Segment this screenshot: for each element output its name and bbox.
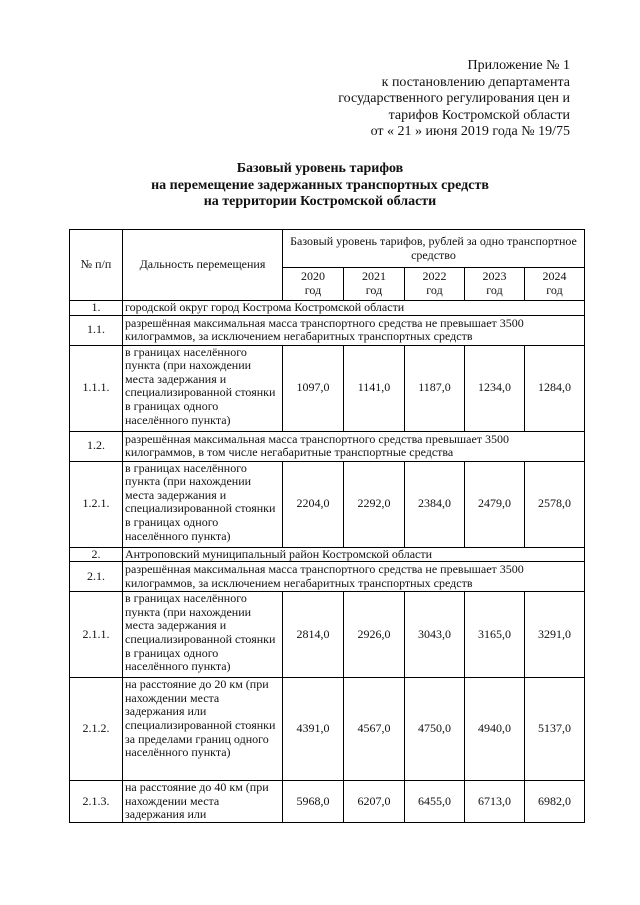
annex-line-3: государственного регулирования цен и — [338, 91, 570, 106]
row-number: 2. — [70, 547, 123, 562]
distance-description: на расстояние до 40 км (при нахождении места задержания или — [123, 781, 283, 823]
year-unit: год — [486, 283, 503, 297]
header-year-2024 — [525, 268, 585, 301]
tariff-value-2022: 3043,0 — [405, 592, 465, 678]
document-title — [0, 161, 640, 211]
header-year-2023 — [465, 268, 525, 301]
section-title: городской округ город Кострома Костромской области — [123, 301, 585, 316]
row-number: 1.1.1. — [70, 345, 123, 431]
tariff-value-2023: 4940,0 — [465, 678, 525, 781]
tariff-value-2023: 3165,0 — [465, 592, 525, 678]
tariff-value-2021: 4567,0 — [344, 678, 405, 781]
tariff-table — [69, 229, 585, 823]
row-number: 2.1.2. — [70, 678, 123, 781]
title-line-2: на перемещение задержанных транспортных средств — [151, 177, 489, 193]
tariff-value-2024: 5137,0 — [525, 678, 585, 781]
tariff-value-2023: 1234,0 — [465, 345, 525, 431]
year-number: 2023 — [482, 269, 507, 284]
tariff-value-2023: 2479,0 — [465, 461, 525, 547]
tariff-value-2022: 1187,0 — [405, 345, 465, 431]
row-number: 1.1. — [70, 315, 123, 345]
distance-description: в границах населённого пункта (при нахождении места задержания и специализированной стоянки в границах одного населённого пункта) — [123, 345, 283, 431]
section-title: разрешённая максимальная масса транспортного средства превышает 3500 килограммов, в том числе негабаритные транспортные средства — [123, 431, 585, 461]
row-number: 1.2. — [70, 431, 123, 461]
table-row — [70, 592, 585, 678]
tariff-value-2024: 2578,0 — [525, 461, 585, 547]
year-number: 2021 — [362, 269, 386, 284]
section-title: разрешённая максимальная масса транспортного средства не превышает 3500 килограммов, за исключением негабаритных транспортных средств — [123, 562, 585, 592]
section-row — [70, 301, 585, 316]
row-number: 2.1.3. — [70, 781, 123, 823]
tariff-value-2024: 3291,0 — [525, 592, 585, 678]
title-line-1: Базовый уровень тарифов — [236, 161, 404, 176]
year-unit: год — [426, 283, 443, 297]
tariff-value-2024: 1284,0 — [525, 345, 585, 431]
tariff-value-2022: 4750,0 — [405, 678, 465, 781]
tariff-value-2023: 6713,0 — [465, 781, 525, 823]
row-number: 2.1. — [70, 562, 123, 592]
section-row — [70, 547, 585, 562]
header-year-2020 — [283, 268, 344, 301]
title-line-3: на территории Костромской области — [203, 194, 437, 209]
section-title: Антроповский муниципальный район Костромской области — [123, 547, 585, 562]
row-number: 2.1.1. — [70, 592, 123, 678]
year-unit: год — [304, 283, 322, 297]
year-unit: год — [546, 283, 563, 297]
tariff-value-2022: 6455,0 — [405, 781, 465, 823]
row-number: 1. — [70, 301, 123, 316]
header-year-2021 — [344, 268, 405, 301]
distance-description: на расстояние до 20 км (при нахождении места задержания или специализированной стоянки за пределами границ одного населённого пункта) — [123, 678, 283, 781]
header-tariff: Базовый уровень тарифов, рублей за одно транспортное средство — [283, 230, 585, 268]
table-row — [70, 781, 585, 823]
distance-description: в границах населённого пункта (при нахождении места задержания и специализированной стоянки в границах одного населённого пункта) — [123, 461, 283, 547]
annex-block — [338, 58, 570, 141]
tariff-value-2021: 2292,0 — [344, 461, 405, 547]
tariff-value-2021: 1141,0 — [344, 345, 405, 431]
annex-line-5: от « 21 » июня 2019 года № 19/75 — [370, 124, 570, 139]
tariff-value-2022: 2384,0 — [405, 461, 465, 547]
year-number: 2020 — [301, 269, 325, 284]
section-row — [70, 431, 585, 461]
tariff-value-2021: 6207,0 — [344, 781, 405, 823]
section-row — [70, 315, 585, 345]
tariff-value-2020: 5968,0 — [283, 781, 344, 823]
year-number: 2024 — [542, 269, 567, 284]
header-distance: Дальность перемещения — [123, 230, 283, 301]
section-title: разрешённая максимальная масса транспортного средства не превышает 3500 килограммов, за исключением негабаритных транспортных средств — [123, 315, 585, 345]
tariff-value-2024: 6982,0 — [525, 781, 585, 823]
header-num: № п/п — [70, 230, 123, 301]
distance-description: в границах населённого пункта (при нахождении места задержания и специализированной стоянки в границах одного населённого пункта) — [123, 592, 283, 678]
header-year-2022 — [405, 268, 465, 301]
table-row — [70, 678, 585, 781]
year-unit: год — [365, 283, 383, 297]
section-row — [70, 562, 585, 592]
table-row — [70, 345, 585, 431]
tariff-value-2021: 2926,0 — [344, 592, 405, 678]
annex-line-1: Приложение № 1 — [467, 58, 570, 73]
tariff-value-2020: 2204,0 — [283, 461, 344, 547]
tariff-value-2020: 2814,0 — [283, 592, 344, 678]
tariff-value-2020: 4391,0 — [283, 678, 344, 781]
table-row — [70, 461, 585, 547]
row-number: 1.2.1. — [70, 461, 123, 547]
year-number: 2022 — [422, 269, 447, 284]
tariff-value-2020: 1097,0 — [283, 345, 344, 431]
annex-line-4: тарифов Костромской области — [388, 107, 570, 123]
annex-line-2: к постановлению департамента — [381, 74, 570, 90]
